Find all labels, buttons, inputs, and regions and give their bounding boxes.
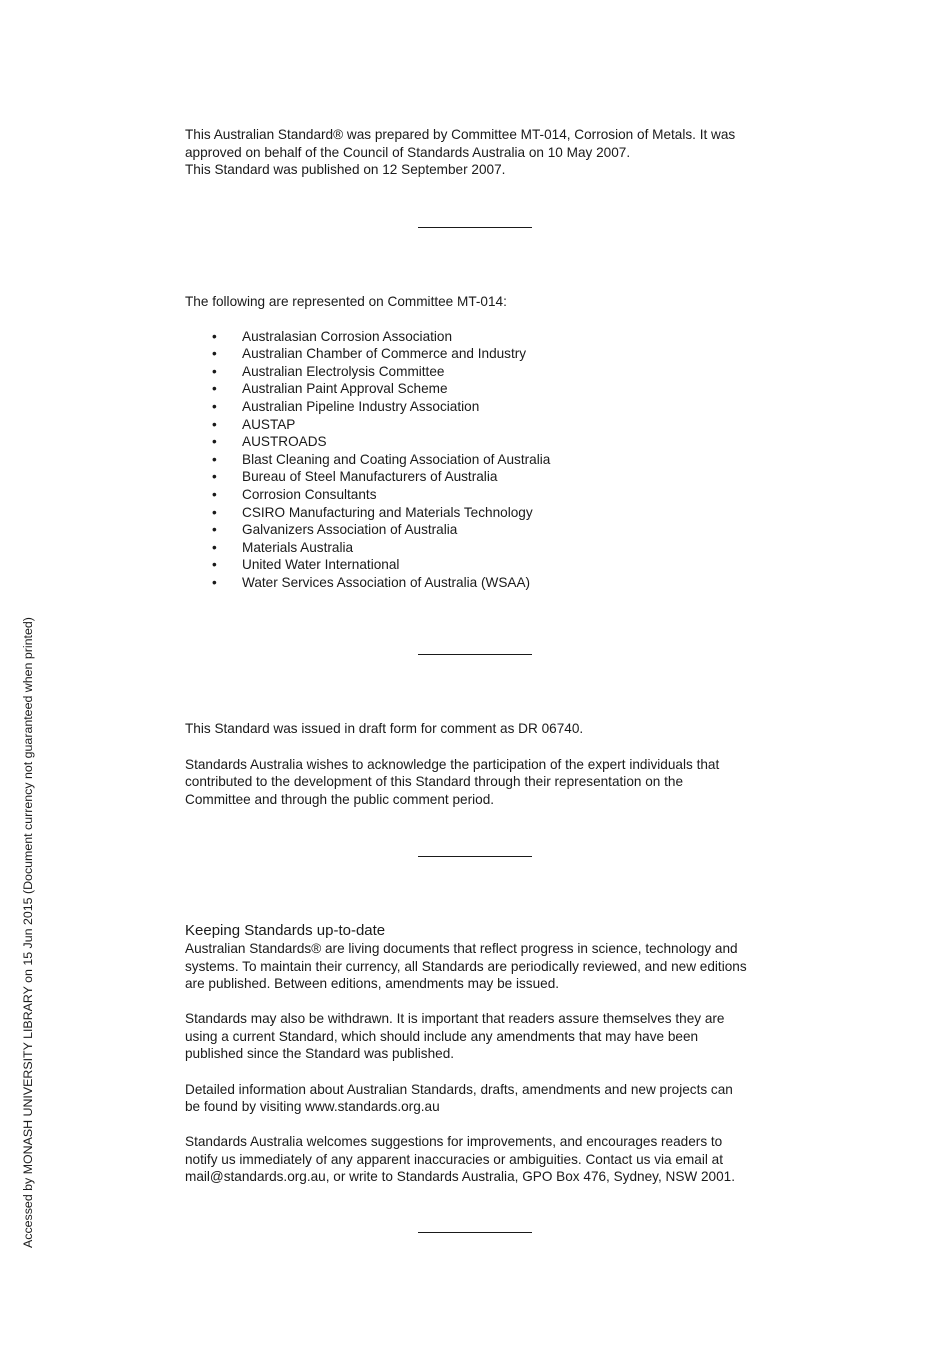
detailed-information-paragraph: Detailed information about Australian Standards, drafts, amendments and new projects can be found by visiting www.standards.org.au bbox=[185, 1081, 733, 1115]
section-divider-4 bbox=[418, 1232, 532, 1233]
draft-issued-statement: This Standard was issued in draft form for comment as DR 06740. bbox=[185, 721, 584, 736]
bullet-icon: • bbox=[212, 557, 217, 573]
committee-member: • Australian Paint Approval Scheme bbox=[212, 381, 448, 397]
bullet-icon: • bbox=[212, 451, 217, 467]
section-divider-3 bbox=[418, 856, 532, 857]
section-heading: Keeping Standards up-to-date bbox=[185, 922, 386, 939]
committee-member: • Australian Pipeline Industry Association bbox=[212, 398, 480, 414]
committee-intro: The following are represented on Committee MT-014: bbox=[185, 294, 507, 309]
committee-member: • Australian Chamber of Commerce and Industry bbox=[212, 346, 527, 362]
committee-member: • CSIRO Manufacturing and Materials Technology bbox=[212, 504, 533, 520]
committee-member: • United Water International bbox=[212, 557, 400, 573]
section-divider-2 bbox=[418, 654, 532, 655]
committee-section bbox=[185, 293, 775, 592]
section-divider-1 bbox=[418, 227, 532, 228]
committee-member: • Australasian Corrosion Association bbox=[212, 328, 453, 344]
publication-date-line: This Standard was published on 12 September 2007. bbox=[185, 162, 506, 178]
draft-section bbox=[185, 720, 775, 808]
committee-member: • Bureau of Steel Manufacturers of Australia bbox=[212, 469, 498, 485]
bullet-icon: • bbox=[212, 416, 217, 432]
committee-member: • Corrosion Consultants bbox=[212, 486, 377, 502]
committee-member-list bbox=[185, 328, 775, 592]
committee-member: • Australian Electrolysis Committee bbox=[212, 363, 445, 379]
bullet-icon: • bbox=[212, 363, 217, 379]
withdrawn-paragraph: Standards may also be withdrawn. It is important that readers assure themselves they are using a current Standard, which should include any amendments that may have been published since the Standard was published. bbox=[185, 1011, 725, 1062]
bullet-icon: • bbox=[212, 346, 217, 362]
committee-member: • Materials Australia bbox=[212, 539, 354, 555]
bullet-icon: • bbox=[212, 434, 217, 450]
committee-member: • Galvanizers Association of Australia bbox=[212, 522, 458, 538]
bullet-icon: • bbox=[212, 381, 217, 397]
bullet-icon: • bbox=[212, 539, 217, 555]
committee-member: • AUSTROADS bbox=[212, 434, 327, 450]
preparation-line-1: This Australian Standard® was prepared by Committee MT-014, Corrosion of Metals. It was bbox=[185, 127, 736, 142]
committee-member: • Water Services Association of Australia (WSAA) bbox=[212, 574, 531, 590]
bullet-icon: • bbox=[212, 504, 217, 520]
bullet-icon: • bbox=[212, 486, 217, 502]
suggestions-paragraph: Standards Australia welcomes suggestions for improvements, and encourages readers to notify us immediately of any apparent inaccuracies or ambiguities. Contact us via email at mail@standards.org.au, or write to Standards Australia, GPO Box 476, Sydney, NSW 2001. bbox=[185, 1134, 736, 1185]
bullet-icon: • bbox=[212, 469, 217, 485]
bullet-icon: • bbox=[212, 522, 217, 538]
bullet-icon: • bbox=[212, 574, 217, 590]
committee-member: • Blast Cleaning and Coating Association of Australia bbox=[212, 451, 551, 467]
acknowledgement-paragraph: Standards Australia wishes to acknowledge the participation of the expert individuals that contributed to the development of this Standard through their representation on the Committee and through the public comment period. bbox=[185, 756, 720, 807]
living-documents-paragraph: Australian Standards® are living documents that reflect progress in science, technology and systems. To maintain their currency, all Standards are periodically reviewed, and new editions are published. Between editions, amendments may be issued. bbox=[185, 941, 747, 992]
bullet-icon: • bbox=[212, 328, 217, 344]
bullet-icon: • bbox=[212, 398, 217, 414]
preparation-statement bbox=[185, 126, 775, 179]
access-watermark-note: Accessed by MONASH UNIVERSITY LIBRARY on 15 Jun 2015 (Document currency not guaranteed when printed) bbox=[21, 617, 35, 1248]
preparation-line-2: approved on behalf of the Council of Standards Australia on 10 May 2007. bbox=[185, 144, 631, 160]
committee-member: • AUSTAP bbox=[212, 416, 296, 432]
keeping-up-to-date-section bbox=[185, 921, 775, 1186]
